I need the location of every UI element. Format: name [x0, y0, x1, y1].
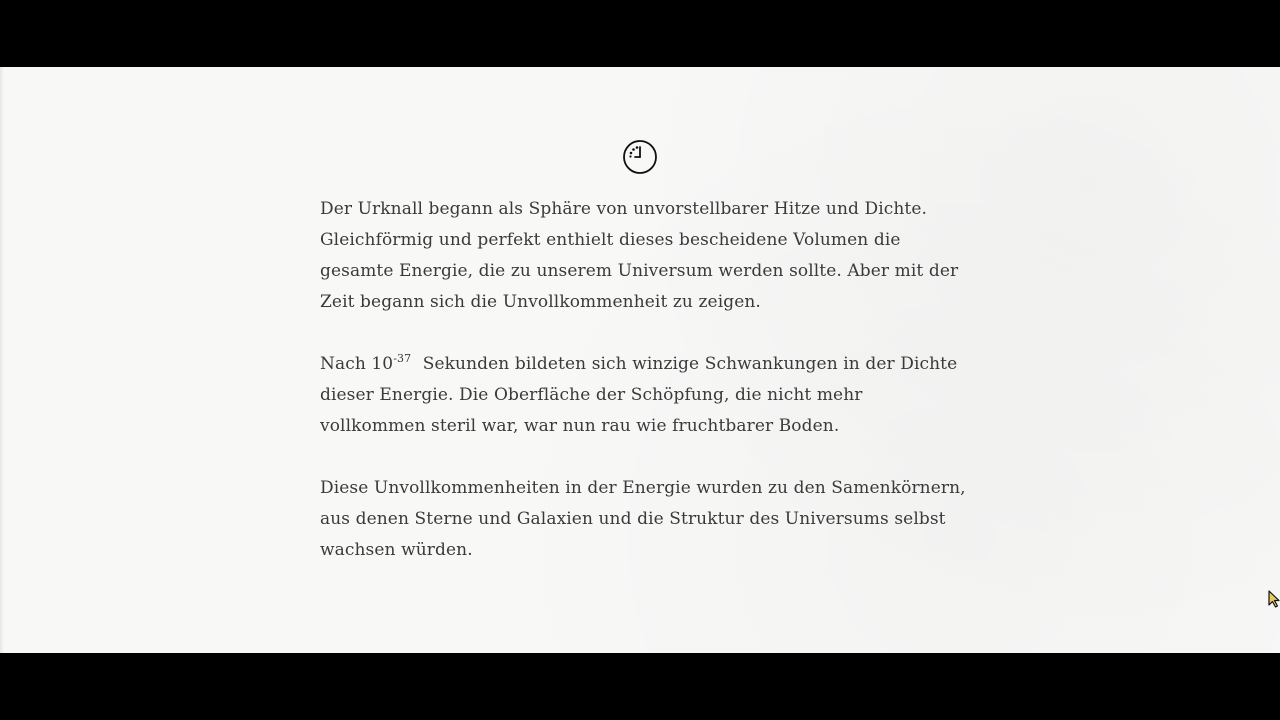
story-page[interactable]	[0, 67, 1280, 653]
story-paragraph-2-start: Nach 10	[320, 354, 394, 374]
story-text	[320, 194, 970, 566]
story-paragraph-2-rest: Sekunden bildeten sich winzige Schwankungen in der Dichte dieser Energie. Die Oberfläche der Schöpfung, die nicht mehr vollkommen steril war, war nun rau wie fruchtbarer Boden.	[320, 354, 958, 436]
page-edge	[0, 67, 4, 653]
story-paragraph-2	[320, 349, 970, 442]
clock-icon	[622, 139, 658, 175]
cursor-icon	[1268, 590, 1280, 608]
story-paragraph-1: Der Urknall begann als Sphäre von unvorstellbarer Hitze und Dichte. Gleichförmig und perfekt enthielt dieses bescheidene Volumen die gesamte Energie, die zu unserem Universum werden sollte. Aber mit der Zeit begann sich die Unvollkommenheit zu zeigen.	[320, 199, 959, 312]
letterbox-bottom	[0, 653, 1280, 720]
exponent: -37	[393, 352, 412, 365]
letterbox-top	[0, 0, 1280, 67]
story-paragraph-3: Diese Unvollkommenheiten in der Energie wurden zu den Samenkörnern, aus denen Sterne und Galaxien und die Struktur des Universums selbst wachsen würden.	[320, 478, 966, 560]
